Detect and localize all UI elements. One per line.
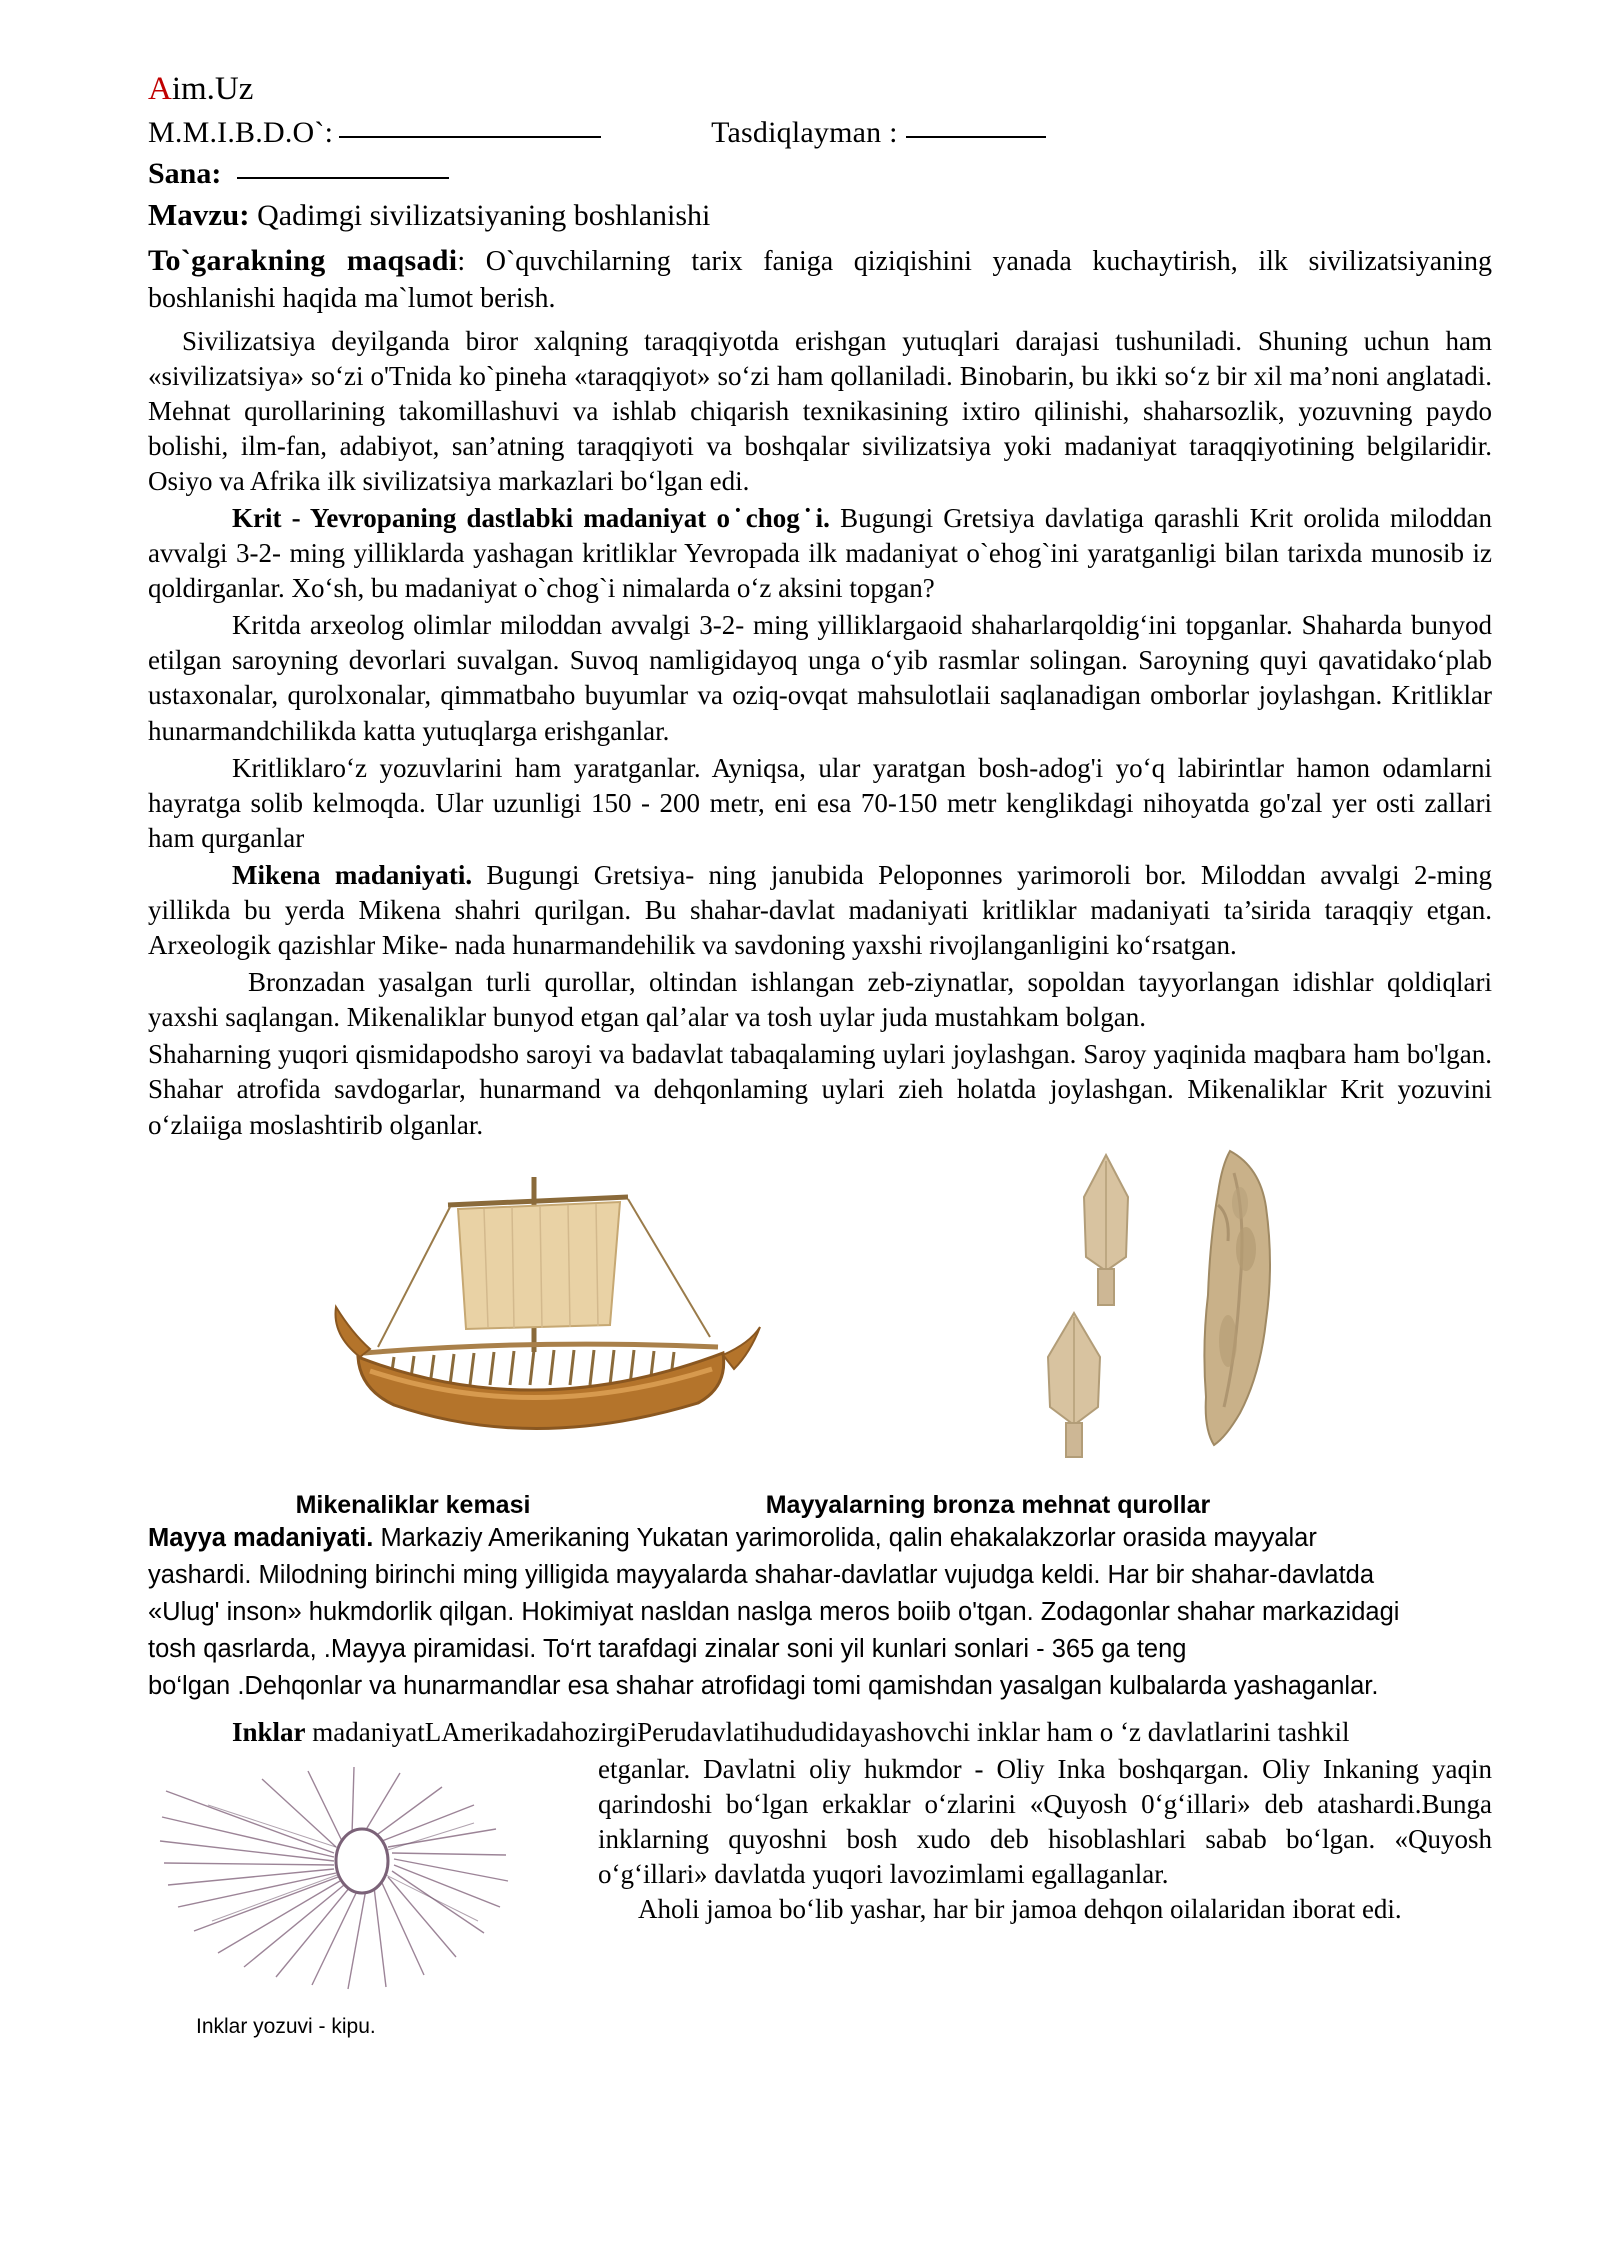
krit-text: Bugungi Gretsiya davlatiga qarashli Krit orolida miloddan avvalgi 3-2- ming yilliklarda yashagan kritliklar Yevropada ilk madaniyat o`ehog`ini yaratganligi bilan tarixda munosib iz qoldirganlar. Xo‘sh, bu madaniyat o`chog`i nimalarda o‘z aksini topgan? [148, 502, 1492, 604]
tasdiqlayman-blank-line [906, 135, 1046, 138]
kipu-caption: Inklar yozuvi - kipu. [196, 2014, 376, 2038]
mmibdo-blank-line [339, 135, 601, 138]
mayya-title: Mayya madaniyati. [148, 1523, 374, 1552]
tools-caption: Mayyalarning bronza mehnat qurollar [765, 1490, 1211, 1519]
mavzu-text: Qadimgi sivilizatsiyaning boshlanishi [257, 198, 711, 232]
mayya-line-2: yashardi. Milodning birinchi ming yilligida mayyalarda shahar-davlatlar vujudga keldi. Har bir shahar-davlatda [148, 1560, 1375, 1589]
sana-label: Sana: [148, 156, 222, 190]
inklar-text-1: madaniyatLAmerikadahozirgiPerudavlatihududidayashovchi inklar ham o ‘z davlatlarini tashkil [305, 1716, 1350, 1747]
paragraph-7: Shaharning yuqori qismidapodsho saroyi va badavlat tabaqalaming uylari joylashgan. Saroy yaqinida maqbara ham bo'lgan. Shahar atrofida savdogarlar, hunarmand va dehqonlaming uylari zieh holatda joylashgan. Mikenaliklar Krit yozuvini o‘zlaiiga moslashtirib olganlar. [148, 1039, 1492, 1140]
maqsad-text: : O`quvchilarning tarix faniga qiziqishini yanada kuchaytirish, ilk sivilizatsiyaning boshlanishi haqida ma`lumot berish. [148, 245, 1492, 314]
paragraph-4: Kritliklaro‘z yozuvlarini ham yaratganlar. Ayniqsa, ular yaratgan bosh-adog'i yo‘q labirintlar hamon odamlarni hayratga solib kelmoqda. Ular uzunligi 150 - 200 metr, eni esa 70-150 metr kenglikdagi nihoyatda go'zal yer osti zallari ham qurganlar [148, 752, 1492, 853]
mmibdo-row [148, 116, 1492, 150]
tools-svg [978, 1145, 1438, 1475]
paragraph-mikena [148, 858, 1492, 963]
inklar-section [148, 1715, 1492, 2045]
inklar-first-line [148, 1715, 1492, 1750]
paragraph-3: Kritda arxeolog olimlar miloddan avvalgi 3-2- ming yilliklargaoid shaharlarqoldig‘ini topganlar. Shaharda bunyod etilgan saroyning devorlari suvalgan. Suvoq namligidayoq unga o‘yib rasmlar solingan. Saroyning quyi qavatidako‘plab ustaxonalar, qurolxonalar, qimmatbaho buyumlar va oziq-ovqat mahsulotlaii saqlanadigan omborlar joylashgan. Kritliklar hunarmandchilikda katta yutuqlarga erishganlar. [148, 610, 1492, 746]
mayya-line-5: bo‘lgan .Dehqonlar va hunarmandlar esa shahar atrofidagi tomi qamishdan yasalgan kulbalarda yashaganlar. [148, 1671, 1379, 1700]
kipu-svg [148, 1761, 568, 2001]
ship-svg [298, 1157, 768, 1457]
mavzu-row [148, 197, 1492, 233]
mikena-title: Mikena madaniyati. [232, 859, 473, 890]
paragraph-krit [148, 501, 1492, 606]
mayya-line-1 [148, 1520, 1492, 1557]
kipu-illustration [148, 1761, 568, 2001]
paragraph-1: Sivilizatsiya deyilganda biror xalqning taraqqiyotda erishgan yutuqlari darajasi tushuniladi. Shuning uchun ham «sivilizatsiya» so‘zi o'Tnida ko`pineha «taraqqiyot» so‘zi ham qollaniladi. Binobarin, bu ikki so‘z bir xil ma’noni anglatadi. Mehnat qurollarining takomillashuvi va ishlab chiqarish texnikasining ixtiro qilinishi, shaharsozlik, yozuvning paydo bolishi, ilm-fan, adabiyot, san’atning taraqqiyoti va boshqalar sivilizatsiya yoki madaniyat taraqqiyotining belgilaridir. Osiyo va Afrika ilk sivilizatsiya markazlari bo‘lgan edi. [148, 325, 1492, 496]
inklar-paragraph-2: Aholi jamoa bo‘lib yashar, har bir jamoa dehqon oilalaridan iborat edi. [638, 1893, 1402, 1924]
maqsad-label: To`garakning maqsadi [148, 243, 458, 277]
ship-illustration [298, 1157, 768, 1457]
mmibdo-label: M.M.I.B.D.O`: [148, 115, 334, 149]
inklar-body [598, 1752, 1492, 1927]
brand-accent-letter: A [148, 71, 172, 107]
maqsad-paragraph [148, 241, 1492, 318]
mayya-line-3: «Ulug' inson» hukmdorlik qilgan. Hokimiyat nasldan naslga meros boiib o'tgan. Zodagonlar shahar markazidagi [148, 1597, 1400, 1626]
inklar-title: Inklar [232, 1716, 306, 1747]
figures-row [148, 1157, 1492, 1487]
sana-blank-line [237, 176, 449, 179]
krit-title: Krit - Yevropaning dastlabki madaniyat o˙chog˙i. [232, 502, 830, 533]
mavzu-label: Mavzu: [148, 196, 250, 232]
sana-row [148, 157, 1492, 191]
site-brand [148, 70, 1492, 110]
tasdiqlayman-label: Tasdiqlayman : [711, 115, 898, 149]
paragraph-6: Bronzadan yasalgan turli qurollar, oltindan ishlangan zeb-ziynatlar, sopoldan tayyorlangan idishlar qoldiqlari yaxshi saqlangan. Mikenaliklar bunyod etgan qal’alar va tosh uylar juda mustahkam bolgan. [148, 967, 1492, 1033]
inklar-paragraph-1: etganlar. Davlatni oliy hukmdor - Oliy Inka boshqargan. Oliy Inkaning yaqin qarindoshi bo‘lgan erkaklar o‘zlarini «Quyosh 0‘g‘illari» deb atashardi.Bunga inklarning quyoshni bosh xudo deb hisoblashlari sabab bo‘lgan. «Quyosh o‘g‘illari» davlatda yuqori lavozimlami egallaganlar. [598, 1753, 1492, 1889]
mayya-line-4: tosh qasrlarda, .Mayya piramidasi. To‘rt tarafdagi zinalar soni yil kunlari sonlari - 365 ga teng [148, 1634, 1187, 1663]
mikena-text: Bugungi Gretsiya- ning janubida Peloponnes yarimoroli bor. Miloddan avvalgi 2-ming yillikda bu yerda Mikena shahri qurilgan. Bu shahar-davlat madaniyati kritliklar madaniyati ta’sirida taraqqiy etgan. Arxeologik qazishlar Mike- nada hunarmandehilik va savdoning yaxshi rivojlanganligini ko‘rsatgan. [148, 859, 1492, 961]
mayya-section [148, 1520, 1492, 1705]
figure-captions [148, 1491, 1492, 1520]
ship-caption: Mikenaliklar kemasi [295, 1490, 531, 1519]
bronze-tools-illustration [978, 1145, 1438, 1475]
mayya-text-1: Markaziy Amerikaning Yukatan yarimorolida, qalin ehakalakzorlar orasida mayyalar [373, 1523, 1317, 1552]
brand-rest: im.Uz [171, 71, 254, 107]
